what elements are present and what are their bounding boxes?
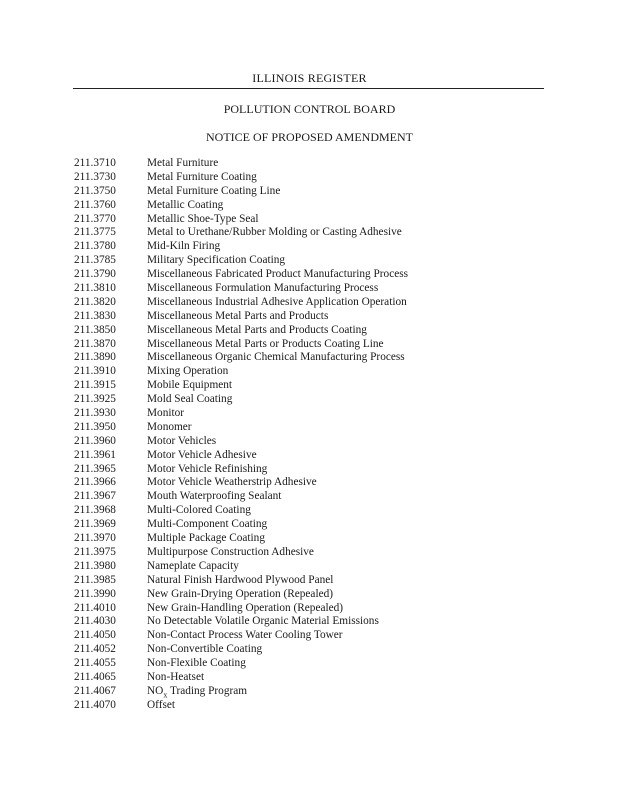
list-item [74,504,408,518]
section-title: Mouth Waterproofing Sealant [147,490,282,503]
section-title: Motor Vehicle Weatherstrip Adhesive [147,476,317,489]
section-title: Non-Heatset [147,670,205,683]
list-item [74,240,408,254]
section-title: No Detectable Volatile Organic Material Emissions [147,615,379,628]
section-title: Metallic Coating [147,198,224,211]
section-title: Metallic Shoe-Type Seal [147,212,259,225]
list-item [74,574,408,588]
list-item [74,393,408,407]
section-number: 211.3785 [74,254,116,267]
section-number: 211.3750 [74,184,116,197]
section-title: Mold Seal Coating [147,393,233,406]
section-number: 211.3966 [74,476,116,489]
section-title: Metal Furniture Coating Line [147,184,281,197]
section-title: New Grain-Drying Operation (Repealed) [147,587,334,600]
section-number: 211.3961 [74,448,116,461]
header-divider [73,88,544,89]
section-number: 211.3985 [74,573,116,586]
section-title: Miscellaneous Metal Parts and Products Coating [147,323,367,336]
section-title: Military Specification Coating [147,254,286,267]
section-title: Multiple Package Coating [147,532,265,545]
list-item [74,449,408,463]
section-number: 211.3830 [74,309,116,322]
section-number: 211.3775 [74,226,116,239]
section-title-text: NO [147,684,164,697]
list-item [74,476,408,490]
list-item [74,560,408,574]
section-number: 211.3980 [74,559,116,572]
section-number: 211.3870 [74,337,116,350]
section-number: 211.3925 [74,393,116,406]
section-title: Miscellaneous Metal Parts and Products [147,309,329,322]
section-title: Mixing Operation [147,365,229,378]
section-number: 211.3910 [74,365,116,378]
list-item [74,643,408,657]
section-number: 211.3950 [74,420,116,433]
section-number: 211.3890 [74,351,116,364]
list-item [74,351,408,365]
section-title: Metal Furniture [147,157,219,169]
list-item [74,157,408,171]
section-title: Non-Contact Process Water Cooling Tower [147,629,343,642]
list-item [74,254,408,268]
list-item [74,518,408,532]
list-item [74,602,408,616]
list-item [74,213,408,227]
list-item [74,310,408,324]
section-title: Non-Convertible Coating [147,643,263,656]
list-item [74,282,408,296]
section-title: Multi-Component Coating [147,518,268,531]
section-number: 211.4065 [74,670,116,683]
section-title: Multi-Colored Coating [147,504,251,517]
section-title: Non-Flexible Coating [147,657,246,670]
section-title [147,685,247,699]
list-item [74,171,408,185]
list-item [74,268,408,282]
list-item [74,338,408,352]
section-number: 211.4052 [74,643,116,656]
section-title: Monomer [147,420,192,433]
section-title: Miscellaneous Formulation Manufacturing Process [147,282,379,295]
section-number: 211.3850 [74,323,116,336]
list-item [74,379,408,393]
section-number: 211.3960 [74,434,116,447]
section-title: Nameplate Capacity [147,559,239,572]
section-title-suffix: Trading Program [167,684,248,697]
list-item [74,407,408,421]
list-item [74,588,408,602]
section-number: 211.3820 [74,295,116,308]
list-item [74,615,408,629]
section-number: 211.3975 [74,545,116,558]
section-number: 211.3790 [74,268,116,281]
section-number: 211.4055 [74,657,116,670]
definitions-list [74,157,408,713]
section-number: 211.3770 [74,212,116,225]
section-number: 211.3915 [74,379,116,392]
list-item [74,546,408,560]
section-number: 211.4050 [74,629,116,642]
list-item [74,463,408,477]
list-item [74,671,408,685]
section-number: 211.4067 [74,684,116,697]
section-title: Miscellaneous Industrial Adhesive Application Operation [147,295,407,308]
section-title: Miscellaneous Fabricated Product Manufacturing Process [147,268,409,281]
section-number: 211.3967 [74,490,116,503]
section-number: 211.4030 [74,615,116,628]
section-title: Multipurpose Construction Adhesive [147,545,314,558]
list-item [74,365,408,379]
list-item [74,435,408,449]
section-number: 211.4010 [74,601,116,614]
section-number: 211.3780 [74,240,116,253]
section-title: Offset [147,698,176,711]
section-number: 211.3969 [74,518,116,531]
section-title: Metal to Urethane/Rubber Molding or Casting Adhesive [147,226,402,239]
section-number: 211.3965 [74,462,116,475]
section-number: 211.3710 [74,157,116,169]
list-item [74,699,408,713]
list-item [74,185,408,199]
section-number: 211.3930 [74,407,116,420]
section-number: 211.3990 [74,587,116,600]
section-number: 211.3970 [74,532,116,545]
list-item [74,532,408,546]
section-title: Motor Vehicle Adhesive [147,448,257,461]
list-item [74,296,408,310]
board-title: POLLUTION CONTROL BOARD [223,102,396,116]
section-number: 211.3730 [74,170,116,183]
subscript: x [163,690,168,700]
list-item [74,421,408,435]
section-title: Metal Furniture Coating [147,170,257,183]
section-number: 211.3968 [74,504,116,517]
section-title: Mid-Kiln Firing [147,240,221,253]
register-title: ILLINOIS REGISTER [252,71,367,85]
section-title: Motor Vehicles [147,434,217,447]
section-title: Monitor [147,407,185,420]
list-item [74,657,408,671]
section-title: Mobile Equipment [147,379,233,392]
section-number: 211.3810 [74,282,116,295]
section-number: 211.4070 [74,698,116,711]
section-title: Miscellaneous Metal Parts or Products Coating Line [147,337,384,350]
list-item [74,199,408,213]
section-number: 211.3760 [74,198,116,211]
section-title: Motor Vehicle Refinishing [147,462,268,475]
list-item [74,685,408,699]
section-title: New Grain-Handling Operation (Repealed) [147,601,344,614]
notice-title: NOTICE OF PROPOSED AMENDMENT [205,130,414,144]
list-item [74,226,408,240]
list-item [74,490,408,504]
list-item [74,629,408,643]
section-title: Natural Finish Hardwood Plywood Panel [147,573,334,586]
list-item [74,324,408,338]
section-title: Miscellaneous Organic Chemical Manufacturing Process [147,351,405,364]
